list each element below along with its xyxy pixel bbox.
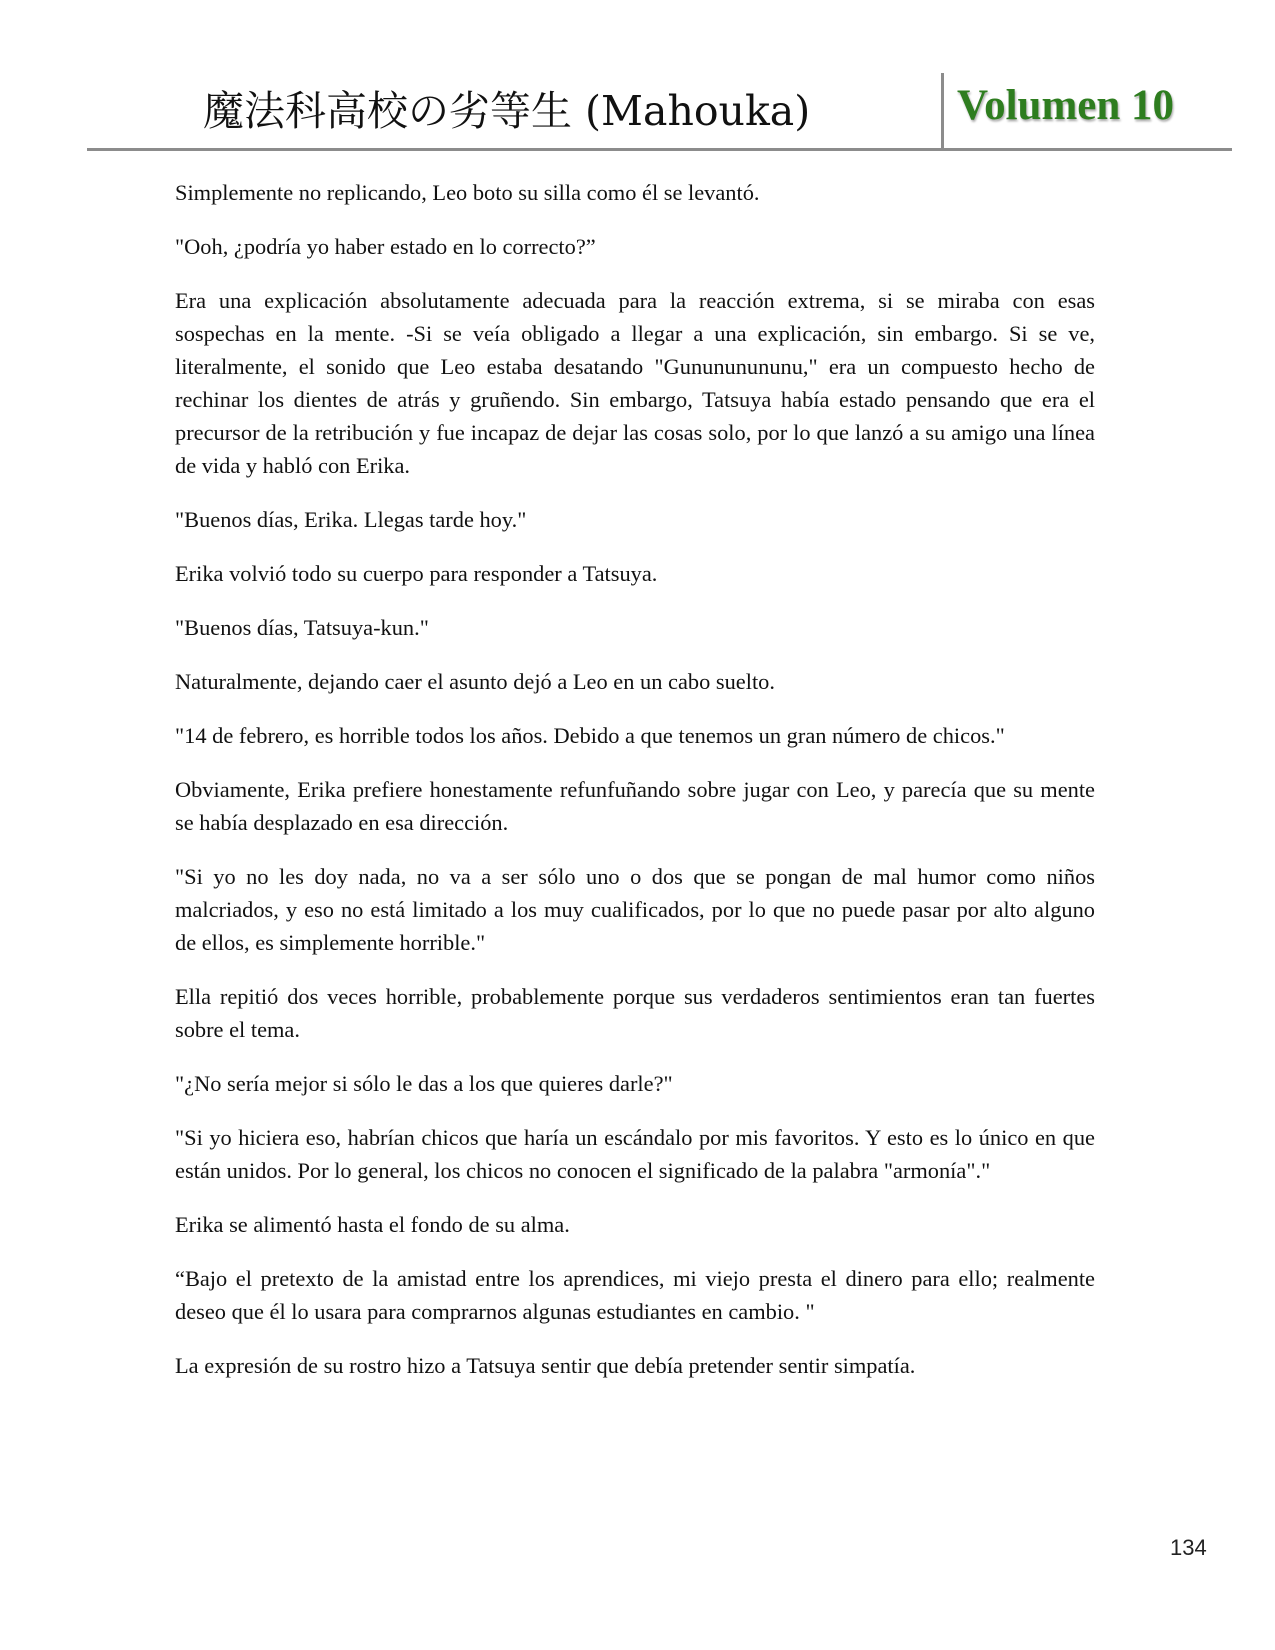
paragraph: La expresión de su rostro hizo a Tatsuya sentir que debía pretender sentir simpatía. [175,1353,916,1378]
paragraph: Erika volvió todo su cuerpo para responder a Tatsuya. [175,561,658,586]
paragraph: “Bajo el pretexto de la amistad entre los aprendices, mi viejo presta el dinero para ello; realmente deseo que él lo usara para comprarnos algunas estudiantes en cambio. " [175,1266,1095,1324]
paragraph: Simplemente no replicando, Leo boto su silla como él se levantó. [175,180,760,205]
paragraph: "14 de febrero, es horrible todos los años. Debido a que tenemos un gran número de chicos." [175,723,1005,748]
header-rule [87,148,1232,151]
paragraph: Era una explicación absolutamente adecuada para la reacción extrema, si se miraba con esas sospechas en la mente. -Si se veía obligado a llegar a una explicación, sin embargo. Si se ve, literalmente, el sonido que Leo estaba desatando "Gunununununu," era un compuesto hecho de rechinar los dientes de atrás y gruñendo. Sin embargo, Tatsuya había estado pensando que era el precursor de la retribución y fue incapaz de dejar las cosas solo, por lo que lanzó a su amigo una línea de vida y habló con Erika. [175,288,1095,478]
paragraph: Obviamente, Erika prefiere honestamente refunfuñando sobre jugar con Leo, y parecía que su mente se había desplazado en esa dirección. [175,777,1095,835]
paragraph: "Buenos días, Erika. Llegas tarde hoy." [175,507,527,532]
paragraph: "Si yo no les doy nada, no va a ser sólo uno o dos que se pongan de mal humor como niños malcriados, y eso no está limitado a los muy cualificados, por lo que no puede pasar por alto alguno de ellos, es simplemente horrible." [175,864,1095,955]
header-divider [941,73,944,149]
page-number: 134 [1170,1535,1207,1560]
paragraph: Ella repitió dos veces horrible, probablemente porque sus verdaderos sentimientos eran tan fuertes sobre el tema. [175,984,1095,1042]
paragraph: Erika se alimentó hasta el fondo de su alma. [175,1212,570,1237]
paragraph: "Si yo hiciera eso, habrían chicos que haría un escándalo por mis favoritos. Y esto es lo único en que están unidos. Por lo general, los chicos no conocen el significado de la palabra "armonía"." [175,1125,1095,1183]
book-title: 魔法科高校の劣等生 (Mahouka) [203,87,811,135]
paragraph: "¿No sería mejor si sólo le das a los que quieres darle?" [175,1071,673,1096]
page-header [87,68,1232,150]
page-body [175,176,1095,1403]
paragraph: Naturalmente, dejando caer el asunto dejó a Leo en un cabo suelto. [175,669,775,694]
paragraph: "Ooh, ¿podría yo haber estado en lo correcto?” [175,234,596,259]
paragraph: "Buenos días, Tatsuya-kun." [175,615,429,640]
volume-label: Volumen 10 [957,82,1175,129]
